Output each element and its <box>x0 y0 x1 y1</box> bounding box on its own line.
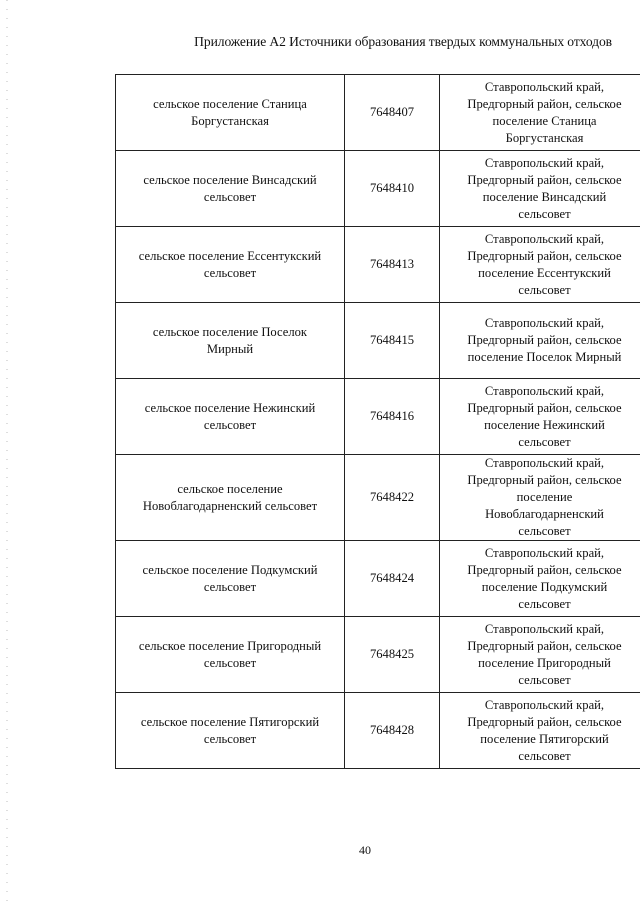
settlement-name-line: сельское поселение Подкумский <box>142 562 318 577</box>
address-line: сельсовет <box>518 206 571 221</box>
table-row <box>116 693 640 769</box>
settlement-name-line: сельское поселение Станица <box>153 96 307 111</box>
table-row <box>116 227 640 303</box>
oktmo-code-cell: 7648416 <box>345 379 440 455</box>
settlement-name-line: сельсовет <box>203 189 257 204</box>
address-line: сельсовет <box>518 282 571 297</box>
oktmo-code-cell: 7648415 <box>345 303 440 379</box>
settlement-name-line: сельсовет <box>203 579 257 594</box>
settlement-name-line: сельсовет <box>203 417 257 432</box>
oktmo-code-cell: 7648428 <box>345 693 440 769</box>
address-cell <box>440 379 640 455</box>
address-line: поселение Ессентукский <box>478 265 611 280</box>
address-line: Ставропольский край, <box>484 231 605 246</box>
address-line: сельсовет <box>518 672 571 687</box>
address-line: поселение Нежинский <box>484 417 605 432</box>
address-line: поселение Подкумский <box>481 579 608 594</box>
settlement-name-cell <box>116 455 345 541</box>
address-line: сельсовет <box>518 596 571 611</box>
oktmo-code-cell: 7648422 <box>345 455 440 541</box>
settlement-name-cell <box>116 151 345 227</box>
table-row <box>116 541 640 617</box>
address-line: Новоблагодарненский <box>485 507 604 521</box>
settlement-name-line: Боргустанская <box>191 113 269 128</box>
address-line: Боргустанская <box>505 130 584 145</box>
address-line: Предгорный район, сельское <box>467 248 622 263</box>
settlement-name-line: сельсовет <box>203 655 257 670</box>
address-line: сельсовет <box>518 748 571 763</box>
oktmo-code-cell: 7648410 <box>345 151 440 227</box>
address-line: Ставропольский край, <box>484 155 605 170</box>
address-cell <box>440 151 640 227</box>
settlement-name-cell <box>116 75 345 151</box>
address-line: Ставропольский край, <box>484 697 605 712</box>
oktmo-code-cell: 7648425 <box>345 617 440 693</box>
address-line: поселение Винсадский <box>482 189 607 204</box>
settlement-name-cell <box>116 303 345 379</box>
table-row <box>116 617 640 693</box>
table-row <box>116 455 640 541</box>
address-cell <box>440 455 640 541</box>
settlement-name-line: Мирный <box>206 341 254 356</box>
address-line: Предгорный район, сельское <box>467 714 622 729</box>
address-line: Ставропольский край, <box>484 621 605 636</box>
settlement-name-line: сельское поселение Винсадский <box>143 172 317 187</box>
address-line: сельсовет <box>518 434 571 449</box>
settlement-name-line: сельсовет <box>203 731 257 746</box>
address-line: поселение Пригородный <box>478 655 611 670</box>
settlement-name-line: сельское поселение Нежинский <box>144 400 316 415</box>
page-number: 40 <box>359 843 371 857</box>
page-header: Приложение А2 Источники образования твердых коммунальных отходов <box>194 34 612 49</box>
settlement-name-line: сельское поселение <box>177 481 283 496</box>
oktmo-code-cell: 7648413 <box>345 227 440 303</box>
scan-margin-marks <box>6 0 8 905</box>
address-line: Предгорный район, сельское <box>467 473 622 487</box>
settlement-name-line: сельское поселение Поселок <box>152 324 308 339</box>
address-line: Предгорный район, сельское <box>467 638 622 653</box>
address-line: Ставропольский край, <box>484 545 605 560</box>
table-row <box>116 151 640 227</box>
address-line: сельсовет <box>518 524 571 538</box>
address-line: поселение Пятигорский <box>480 731 609 746</box>
address-line: Ставропольский край, <box>484 79 605 94</box>
settlement-name-line: Новоблагодарненский сельсовет <box>142 498 318 513</box>
address-line: Предгорный район, сельское <box>467 562 622 577</box>
address-line: Ставропольский край, <box>484 383 605 398</box>
address-line: поселение Станица <box>492 113 597 128</box>
address-cell <box>440 303 640 379</box>
oktmo-code-cell: 7648424 <box>345 541 440 617</box>
address-line: Предгорный район, сельское <box>467 96 622 111</box>
settlement-name-cell <box>116 617 345 693</box>
settlement-name-cell <box>116 227 345 303</box>
address-cell <box>440 541 640 617</box>
address-line: Предгорный район, сельское <box>467 400 622 415</box>
address-line: Предгорный район, сельское <box>467 172 622 187</box>
address-line: поселение Поселок Мирный <box>467 350 622 364</box>
address-cell <box>440 693 640 769</box>
settlement-name-line: сельское поселение Пятигорский <box>140 714 320 729</box>
address-line: Ставропольский край, <box>484 456 605 470</box>
settlement-name-cell <box>116 541 345 617</box>
table-row <box>116 75 640 151</box>
settlement-name-cell <box>116 693 345 769</box>
settlement-name-line: сельсовет <box>203 265 257 280</box>
settlement-name-line: сельское поселение Ессентукский <box>138 248 322 263</box>
table-row <box>116 303 640 379</box>
address-cell <box>440 227 640 303</box>
address-line: поселение <box>516 490 573 504</box>
address-cell <box>440 617 640 693</box>
settlement-name-line: сельское поселение Пригородный <box>138 638 322 653</box>
address-line: Предгорный район, сельское <box>467 333 622 347</box>
oktmo-code-cell: 7648407 <box>345 75 440 151</box>
address-line: Ставропольский край, <box>484 316 605 330</box>
table-row <box>116 379 640 455</box>
waste-sources-table <box>115 74 640 769</box>
address-cell <box>440 75 640 151</box>
settlement-name-cell <box>116 379 345 455</box>
table-body <box>116 75 640 769</box>
